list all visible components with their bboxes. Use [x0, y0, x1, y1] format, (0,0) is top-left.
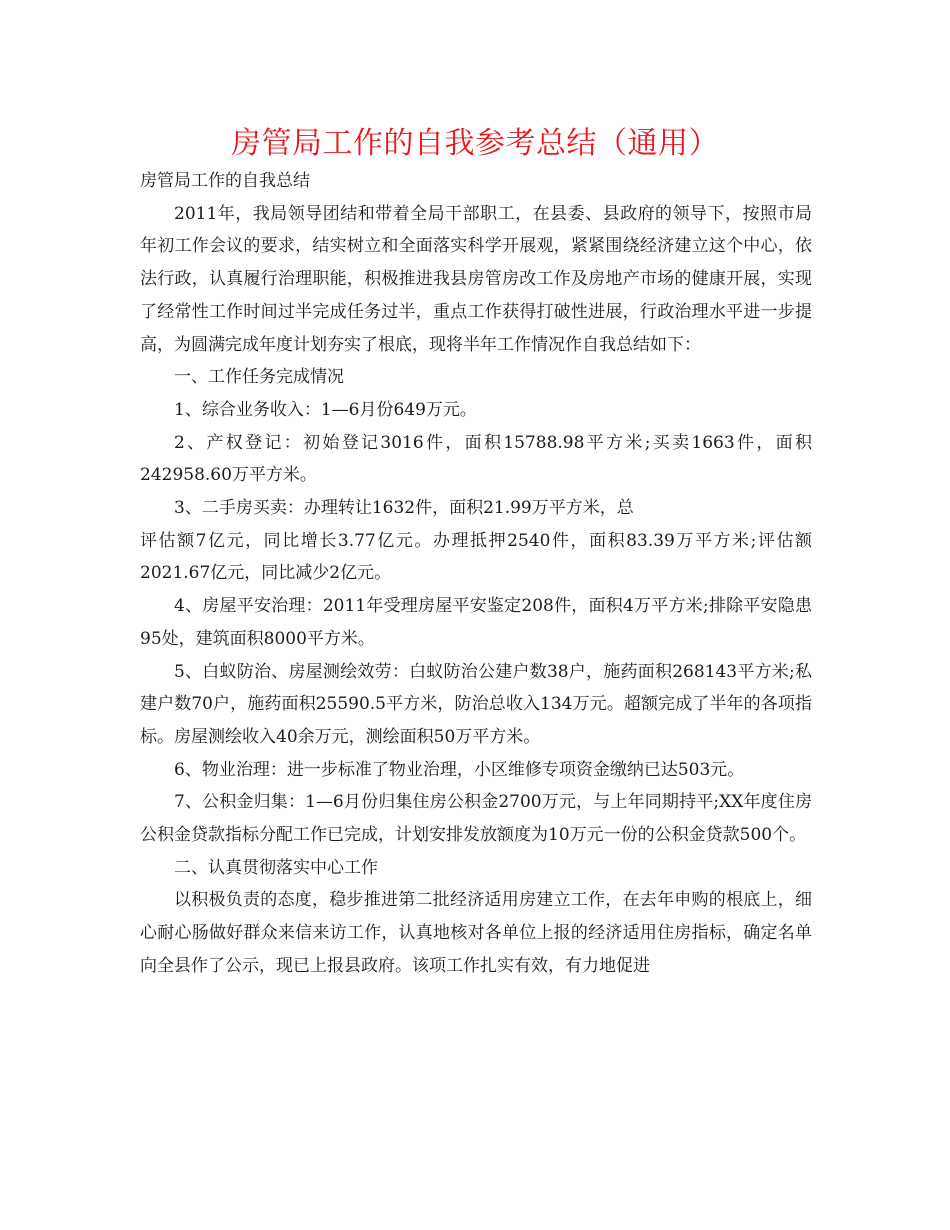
document-subtitle: 房管局工作的自我总结: [140, 171, 310, 191]
list-item-4: 4、房屋平安治理：2011年受理房屋平安鉴定208件，面积4万平方米;排除平安隐患95处，建筑面积8000平方米。: [140, 596, 812, 649]
list-item-7: 7、公积金归集：1—6月份归集住房公积金2700万元，与上年同期持平;XX年度住房公积金贷款指标分配工作已完成，计划安排发放额度为10万元一份的公积金贷款500个。: [140, 792, 812, 846]
list-item-1: 1、综合业务收入：1—6月份649万元。: [174, 399, 477, 420]
document-body: [140, 165, 812, 983]
paragraph-intro: 2011年，我局领导团结和带着全局干部职工，在县委、县政府的领导下，按照市局年初工作会议的要求，结实树立和全面落实科学开展观，紧紧围绕经济建立这个中心，依法行政，认真履行治理职能，积极推进我县房管房改工作及房地产市场的健康开展，实现了经常性工作时间过半完成任务过半，重点工作获得打破性进展，行政治理水平进一步提高，为圆满完成年度计划夯实了根底，现将半年工作情况作自我总结如下：: [140, 203, 812, 355]
list-item-2: 2、产权登记：初始登记3016件，面积15788.98平方米;买卖1663件，面积242958.60万平方米。: [140, 432, 812, 486]
list-item-3: 3、二手房买卖：办理转让1632件，面积21.99万平方米，总: [174, 498, 634, 519]
document-title: 房管局工作的自我参考总结（通用）: [231, 126, 719, 161]
list-item-5: 5、白蚁防治、房屋测绘效劳：白蚁防治公建户数38户，施药面积268143平方米;私建户数70户，施药面积25590.5平方米，防治总收入134万元。超额完成了半年的各项指标。房屋测绘收入40余万元，测绘面积50万平方米。: [140, 661, 812, 747]
list-item-6: 6、物业治理：进一步标准了物业治理，小区维修专项资金缴纳已达503元。: [174, 759, 745, 780]
paragraph-section-2: 以积极负责的态度，稳步推进第二批经济适用房建立工作，在去年申购的根底上，细心耐心肠做好群众来信来访工作，认真地核对各单位上报的经济适用住房指标，确定名单向全县作了公示，现已上报县政府。该项工作扎实有效，有力地促进: [140, 890, 812, 976]
section-heading-1: 一、工作任务完成情况: [174, 367, 344, 388]
list-item-3-continued: 评估额7亿元，同比增长3.77亿元。办理抵押2540件，面积83.39万平方米;评估额2021.67亿元，同比减少2亿元。: [140, 530, 812, 584]
section-heading-2: 二、认真贯彻落实中心工作: [174, 857, 378, 878]
